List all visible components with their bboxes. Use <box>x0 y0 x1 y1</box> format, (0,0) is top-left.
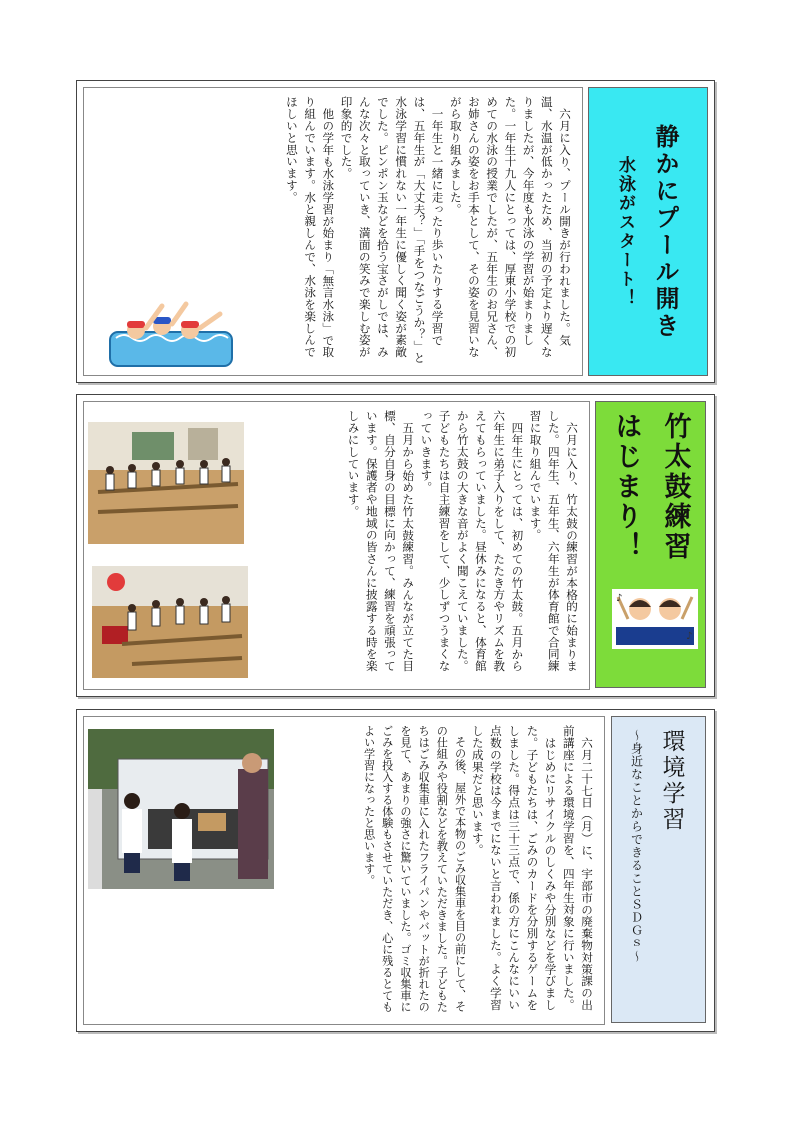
swimmers-illustration <box>106 298 236 370</box>
env-subtitle: ～身近なことからできることＳＤＧｓ～ <box>629 729 644 963</box>
garbage-truck-photo <box>88 729 274 889</box>
taiko-text-frame <box>83 401 590 690</box>
taiko-article <box>251 410 581 682</box>
env-article <box>286 725 596 1017</box>
env-paragraph: その後、屋外で本物のごみ収集車を目の前にして、その仕組みや役割などを教えていただきました。子どもたちはごみ収集車に入れたフライパンやバットが折れたのを見て、あまりの強さに驚いていました。ゴミ収集車にごみを投入する体験もさせていただき、心に残るとてもよい学習になったと思います。 <box>362 725 467 1013</box>
taiko-paragraph: 四年生にとっては、初めての竹太鼓。五月から六年生に弟子入りをして、たたき方やリズムを教えてもらっていました。昼休みになると、体育館から竹太鼓の大きな音がよく聞こえていました。子どもたちは自主練習をして、少しずつうまくなっていきます。 <box>419 410 525 672</box>
taiko-subtitle: はじまり！ <box>610 412 642 562</box>
pool-title-panel <box>588 87 708 376</box>
svg-text:♪: ♪ <box>616 593 623 604</box>
env-text-frame <box>83 716 605 1025</box>
pool-paragraph: 他の学年も水泳学習が始まり「無言水泳」で取り組んでいます。水と親しんで、水泳を楽しんでほしいと思います。 <box>284 96 336 358</box>
env-title-panel <box>611 716 706 1023</box>
env-paragraph: 六月二十七日（月）に、宇部市の廃棄物対策課の出前講座による環境学習を、四年生対象に行いました。 <box>561 725 594 1011</box>
gym-practice-photo <box>88 422 244 544</box>
taiko-paragraph: 五月から始めた竹太鼓練習。みんなが立てた目標、自分自身の目標に向かって、練習を頑張っています。保護者や地域の皆さんに披露する時を楽しみにしています。 <box>346 410 416 672</box>
pool-subtitle: 水泳がスタート！ <box>615 155 635 308</box>
section-taiko <box>76 394 715 697</box>
env-title: 環境学習 <box>658 729 685 833</box>
svg-text:♪: ♪ <box>686 631 693 642</box>
section-pool <box>76 80 715 383</box>
pool-paragraph: 一年生と一緒に走ったり歩いたりする学習では、五年生が「大丈夫？」「手をつなごうか？」と水泳学習に慣れない一年生に優しく聞く姿が素敵でした。ピンポン玉などを拾う宝さがしでは、みんな次々と取っていき、満面の笑みで楽しむ姿が印象的でした。 <box>339 96 445 364</box>
taiko-title: 竹太鼓練習 <box>659 412 691 562</box>
drum-practice-photo <box>92 566 248 678</box>
pool-text-frame <box>83 87 583 376</box>
section-environment <box>76 709 715 1032</box>
pool-paragraph: 六月に入り、プール開きが行われました。気温、水温が低かったため、当初の予定より遅くなりましたが、今年度も水泳の学習が始まりました。一年生十九人にとっては、厚東小学校での初めての水泳の授業でしたが、五年生のお兄さん、お姉さんの姿をお手本として、その姿を見習いながら取り組みました。 <box>448 96 572 358</box>
env-paragraph: はじめにリサイクルのしくみや分別などを学びました。子どもたちは、ごみのカードを分別するゲームをしました。得点は三十三点で、係の方にこんなにいい点数の学校は今までにないと言われました。よく学習した成果だと思います。 <box>470 725 558 1011</box>
taiko-paragraph: 六月に入り、竹太鼓の練習が本格的に始まりました。四年生、五年生、六年生が体育館で合同練習に取り組んでいます。 <box>528 410 579 672</box>
pool-title: 静かにプール開き <box>651 123 679 340</box>
drummers-illustration <box>612 589 698 649</box>
